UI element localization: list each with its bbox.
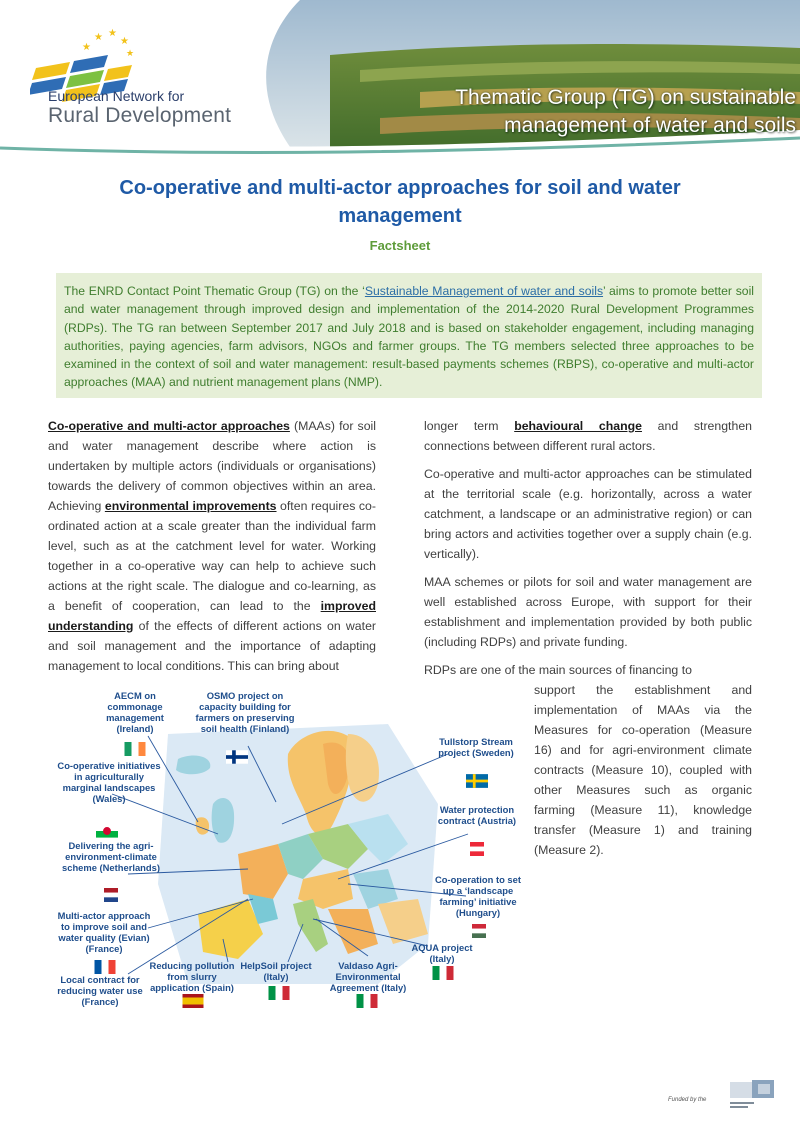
term-maa: Co-operative and multi-actor approaches	[48, 419, 290, 433]
eu-commission-logo	[726, 1078, 776, 1114]
italy-flag-aqua-icon	[432, 966, 454, 980]
thematic-group-title	[416, 84, 796, 140]
label-agri-environment-netherlands: Delivering the agri-environment-climate scheme (Netherlands)	[62, 840, 160, 873]
right-paragraph-1	[424, 416, 752, 456]
europe-map-figure	[48, 684, 528, 1014]
left-text-1: (MAAs) for soil and water management describe where action is undertaken by multiple actors (individuals or organisations) towards the delivery of common objectives within an area. Achieving	[48, 419, 376, 513]
right-text-2: and strengthen connections between different rural actors.	[424, 419, 752, 453]
tg-title-line2: management of water and soils	[504, 114, 796, 137]
hungary-flag-icon	[468, 924, 490, 938]
logo-text-line2: Rural Development	[48, 104, 232, 127]
austria-flag-icon	[466, 842, 488, 856]
right-paragraph-3: MAA schemes or pilots for soil and water management are well established across Europe, with support for their establishment and implementation provided by both public (including RDPs) and private funding.	[424, 575, 752, 649]
svg-text:★: ★	[82, 42, 91, 53]
label-aecm-ireland: AECM on commonage management (Ireland)	[106, 690, 164, 734]
right-column	[424, 416, 752, 680]
term-improved-understanding: improved understanding	[48, 599, 376, 633]
label-local-contract-france: Local contract for reducing water use (France)	[57, 974, 143, 1007]
netherlands-flag-icon	[100, 888, 122, 902]
svg-text:★: ★	[108, 28, 117, 39]
label-tullstorp-sweden: Tullstorp Stream project (Sweden)	[438, 736, 514, 758]
right-paragraph-4-rest: support the establishment and implementation of MAAs via the Measures for co-operation (Measure 16) and for agri-environment climate contracts (Measure 10), coupled with other Measures such as organic farming (Measure 11), knowledge transfer (Measure 1) and training (Measure 2).	[534, 683, 752, 857]
page-title-line2: management	[338, 205, 462, 227]
label-osmo-finland: OSMO project on capacity building for farmers on preserving soil health (Finland)	[195, 690, 295, 734]
svg-text:★: ★	[120, 36, 129, 47]
tg-link[interactable]: Sustainable Management of water and soils	[364, 284, 604, 298]
left-column	[48, 416, 376, 684]
term-environmental-improvements: environmental improvements	[104, 499, 277, 513]
term-behavioural-change: behavioural change	[514, 419, 642, 433]
right-paragraph-2: Co-operative and multi-actor approaches can be stimulated at the territorial scale (e.g. horizontally, across a water catchment, a landscape or an administrative region) or can bring actors and activities together over a supply chain (e.g. vertically).	[424, 467, 752, 561]
spain-flag-icon	[182, 994, 204, 1008]
label-water-protection-austria: Water protection contract (Austria)	[437, 804, 517, 826]
label-valdaso-italy: Valdaso Agri-Environmental Agreement (Italy)	[329, 960, 407, 993]
right-text-1: longer term	[424, 419, 515, 433]
tg-title-line1: Thematic Group (TG) on sustainable	[455, 86, 796, 109]
left-paragraph	[48, 416, 376, 676]
page-header	[0, 0, 800, 160]
page-title-line1: Co-operative and multi-actor approaches for soil and water	[119, 177, 681, 199]
label-helpsoil-italy: HelpSoil project (Italy)	[240, 960, 312, 982]
label-multi-actor-evian: Multi-actor approach to improve soil and water quality (Evian) (France)	[57, 910, 151, 954]
left-text-3: of the effects of different actions on water and soil management and the importance of adapting management to local conditions. This can bring about	[48, 619, 376, 673]
label-landscape-farming-hungary: Co-operation to set up a ‘landscape farming’ initiative (Hungary)	[435, 874, 521, 918]
label-aqua-italy: AQUA project (Italy)	[411, 942, 473, 964]
sweden-flag-icon	[466, 774, 488, 788]
italy-flag-helpsoil-icon	[268, 986, 290, 1000]
factsheet-label: Factsheet	[369, 238, 431, 253]
left-text-2: often requires co-ordinated action at a scale greater than the individual farm level, such as at the catchment level for water. Working together in a co-operative way can help to achieve such actions at the right scale. The dialogue and co-learning, as a benefit of cooperation, can lead to the	[48, 499, 376, 613]
italy-flag-valdaso-icon	[356, 994, 378, 1008]
intro-text-rest: ’ aims to promote better soil and water management through improved design and implementation of the 2014-2020 Rural Development Programmes (RDPs). The TG ran between September 2017 and July 2018 and is based on stakeholder engagement, including managing authorities, paying agencies, farm advisors, NGOs and farmer groups. The TG members selected three approaches to be examined in the context of soil and water management: result-based payments schemes (RBPS), co-operative and multi-actor approaches (MAA) and nutrient management plans (NMP).	[64, 284, 754, 390]
wales-flag-icon	[96, 824, 118, 838]
intro-box	[56, 273, 762, 398]
france-flag-icon	[94, 960, 116, 974]
ireland-flag-icon	[124, 742, 146, 756]
finland-flag-icon	[226, 750, 248, 764]
funded-by-text: Funded by the	[668, 1097, 707, 1103]
page-title	[60, 174, 740, 230]
svg-text:★: ★	[94, 32, 103, 43]
svg-text:★: ★	[126, 48, 135, 58]
logo-text-line1: European Network for	[48, 88, 185, 104]
label-slurry-spain: Reducing pollution from slurry application (Spain)	[149, 960, 235, 993]
label-cooperative-wales: Co-operative initiatives in agriculturally marginal landscapes (Wales)	[57, 760, 161, 804]
intro-text-start: The ENRD Contact Point Thematic Group (TG) on the ‘	[64, 284, 365, 298]
right-paragraph-4-line1: RDPs are one of the main sources of financing to	[424, 663, 692, 677]
